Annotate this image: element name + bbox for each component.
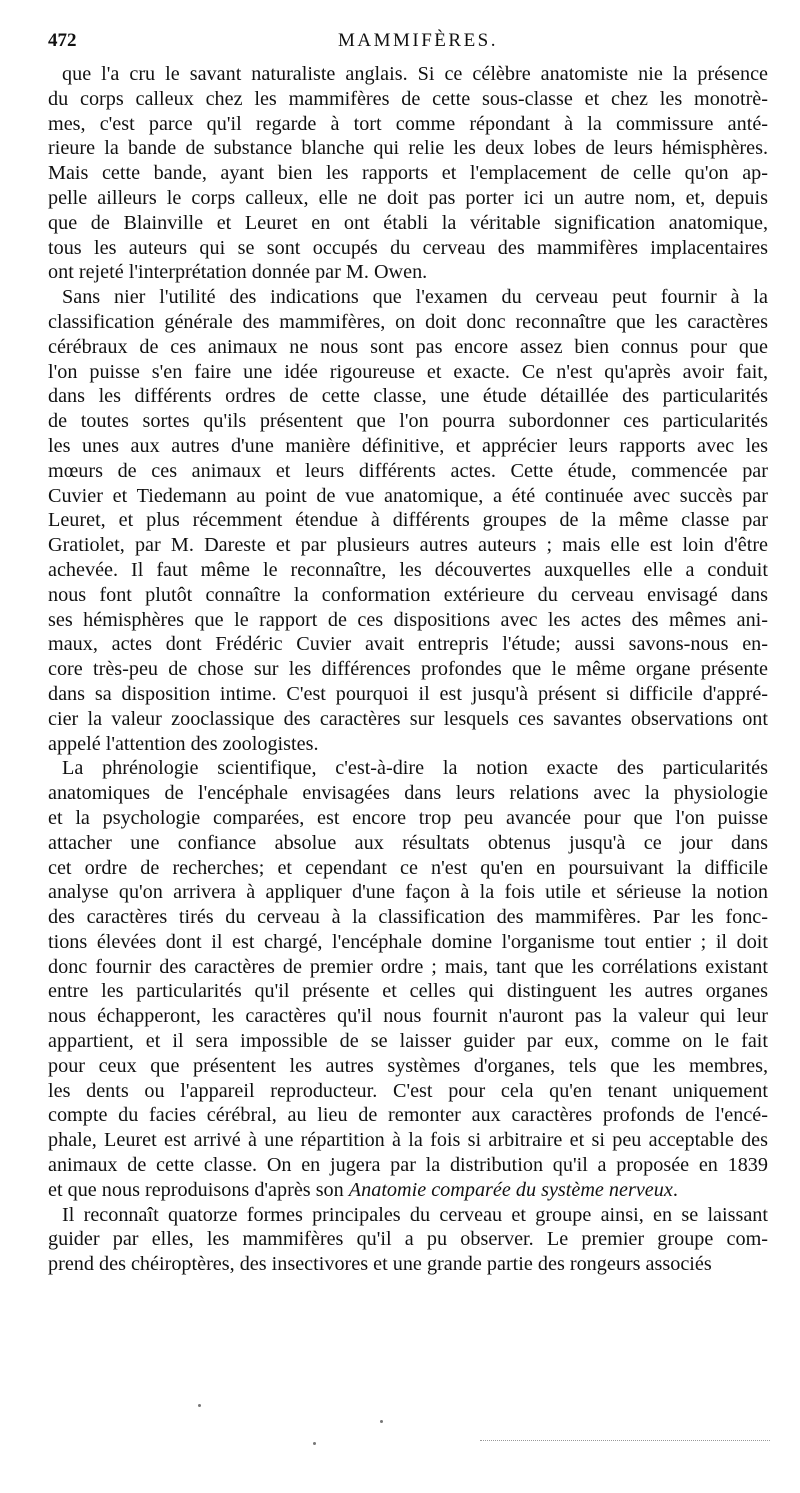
text-line: mœurs de ces animaux et leurs différents actes. Cette étude, commencée par: [48, 459, 768, 482]
text-line: Gratiolet, par M. Dareste et par plusieurs autres auteurs ; mais elle est loin d'être: [48, 534, 768, 557]
text-line: Leuret, et plus récemment étendue à différents groupes de la même classe par: [48, 509, 768, 532]
paragraph: [48, 285, 768, 756]
text-line: mes, c'est parce qu'il regarde à tort comme répondant à la commissure anté-: [48, 112, 768, 135]
text-line: donc fournir des caractères de premier ordre ; mais, tant que les corrélations existant: [48, 955, 768, 978]
text-line: Cuvier et Tiedemann au point de vue anatomique, a été continuée avec succès par: [48, 484, 768, 507]
text-line: rieure la bande de substance blanche qui relie les deux lobes de leurs hémisphères.: [48, 137, 768, 160]
text-line: Sans nier l'utilité des indications que l'examen du cerveau peut fournir à la: [62, 286, 768, 309]
text-line: les dents ou l'appareil reproducteur. C'est pour cela qu'en tenant uniquement: [48, 1079, 768, 1102]
text-line: dans sa disposition intime. C'est pourquoi il est jusqu'à présent si difficile d'appré-: [48, 682, 768, 705]
text-line: l'on puisse s'en faire une idée rigoureuse et exacte. Ce n'est qu'après avoir fait,: [48, 360, 768, 383]
page-footer-marks: [300, 1430, 770, 1450]
footer-dotted-rule: [480, 1440, 770, 1441]
ink-speck: [198, 1404, 201, 1407]
text-line: et que nous reproduisons d'après son Anatomie comparée du système nerveux.: [48, 1178, 678, 1201]
text-line: de toutes sortes qu'ils présentent que l'on pourra subordonner ces particularités: [48, 410, 768, 433]
text-line: appartient, et il sera impossible de se laisser guider par eux, comme on le fait: [48, 1030, 768, 1053]
text-line: nous échapperont, les caractères qu'il nous fournit n'auront pas la valeur qui leur: [48, 1005, 768, 1028]
text-line: La phrénologie scientifique, c'est-à-dire la notion exacte des particularités: [62, 757, 768, 780]
text-line: cérébraux de ces animaux ne nous sont pas encore assez bien connus pour que: [48, 335, 768, 358]
text-line: Mais cette bande, ayant bien les rapports et l'emplacement de celle qu'on ap-: [48, 162, 768, 185]
paragraph: [48, 62, 768, 285]
text-line: du corps calleux chez les mammifères de cette sous-classe et chez les monotrè-: [48, 87, 768, 110]
text-line: pelle ailleurs le corps calleux, elle ne doit pas porter ici un autre nom, et, depuis: [48, 186, 768, 209]
text-line: ont rejeté l'interprétation donnée par M. Owen.: [48, 261, 428, 284]
text-line: compte du facies cérébral, au lieu de remonter aux caractères profonds de l'encé-: [48, 1104, 768, 1127]
text-line: pour ceux que présentent les autres systèmes d'organes, tels que les membres,: [48, 1054, 768, 1077]
book-title: Anatomie comparée du système nerveux: [348, 1178, 673, 1201]
text-line: appelé l'attention des zoologistes.: [48, 732, 319, 755]
text-line: Il reconnaît quatorze formes principales du cerveau et groupe ainsi, en se laissant: [62, 1203, 768, 1226]
text-line: ses hémisphères que le rapport de ces dispositions avec les actes des mêmes ani-: [48, 608, 768, 631]
body-text: [48, 62, 768, 1277]
text-line: prend des chéiroptères, des insectivores et une grande partie des rongeurs associés: [48, 1253, 712, 1276]
text-line: entre les particularités qu'il présente et celles qui distinguent les autres organes: [48, 980, 768, 1003]
text-line: des caractères tirés du cerveau à la classification des mammifères. Par les fonc-: [48, 906, 768, 929]
paragraph: [48, 756, 768, 1202]
text-line: classification générale des mammifères, on doit donc reconnaître que les caractères: [48, 310, 768, 333]
text-line: guider par elles, les mammifères qu'il a pu observer. Le premier groupe com-: [48, 1228, 768, 1251]
running-head: MAMMIFÈRES.: [338, 30, 498, 51]
page-header: [48, 30, 768, 56]
text-line: les unes aux autres d'une manière définitive, et apprécier leurs rapports avec les: [48, 434, 768, 457]
text-line: core très-peu de chose sur les différences profondes que le même organe présente: [48, 658, 768, 681]
text-line: que l'a cru le savant naturaliste anglais. Si ce célèbre anatomiste nie la présence: [62, 63, 768, 85]
text-line: animaux de cette classe. On en jugera par la distribution qu'il a proposée en 1839: [48, 1154, 768, 1177]
text-line: maux, actes dont Frédéric Cuvier avait entrepris l'étude; aussi savons-nous en-: [48, 633, 768, 656]
text-line: dans les différents ordres de cette classe, une étude détaillée des particularités: [48, 385, 768, 408]
ink-speck: [313, 1442, 316, 1445]
text-line: que de Blainville et Leuret en ont établi la véritable signification anatomique,: [48, 211, 768, 234]
text-line: tous les auteurs qui se sont occupés du cerveau des mammifères implacentaires: [48, 236, 768, 259]
paragraph: [48, 1203, 768, 1277]
page-number: 472: [48, 30, 77, 51]
text-line: cier la valeur zooclassique des caractères sur lesquels ces savantes observations ont: [48, 707, 768, 730]
text-line: phale, Leuret est arrivé à une répartition à la fois si arbitraire et si peu acceptable des: [48, 1129, 768, 1152]
text-line: anatomiques de l'encéphale envisagées dans leurs relations avec la physiologie: [48, 782, 768, 805]
text-line: nous font plutôt connaître la conformation extérieure du cerveau envisagé dans: [48, 583, 768, 606]
text-line: cet ordre de recherches; et cependant ce n'est qu'en en poursuivant la difficile: [48, 856, 768, 879]
text-line: attacher une confiance absolue aux résultats obtenus jusqu'à ce jour dans: [48, 831, 768, 854]
ink-speck: [380, 1420, 383, 1423]
text-line: tions élevées dont il est chargé, l'encéphale domine l'organisme tout entier ; il doit: [48, 930, 768, 953]
text-line: et la psychologie comparées, est encore trop peu avancée pour que l'on puisse: [48, 806, 768, 829]
text-line: achevée. Il faut même le reconnaître, les découvertes auxquelles elle a conduit: [48, 558, 768, 581]
text-line: analyse qu'on arrivera à appliquer d'une façon à la fois utile et sérieuse la notion: [48, 881, 768, 904]
